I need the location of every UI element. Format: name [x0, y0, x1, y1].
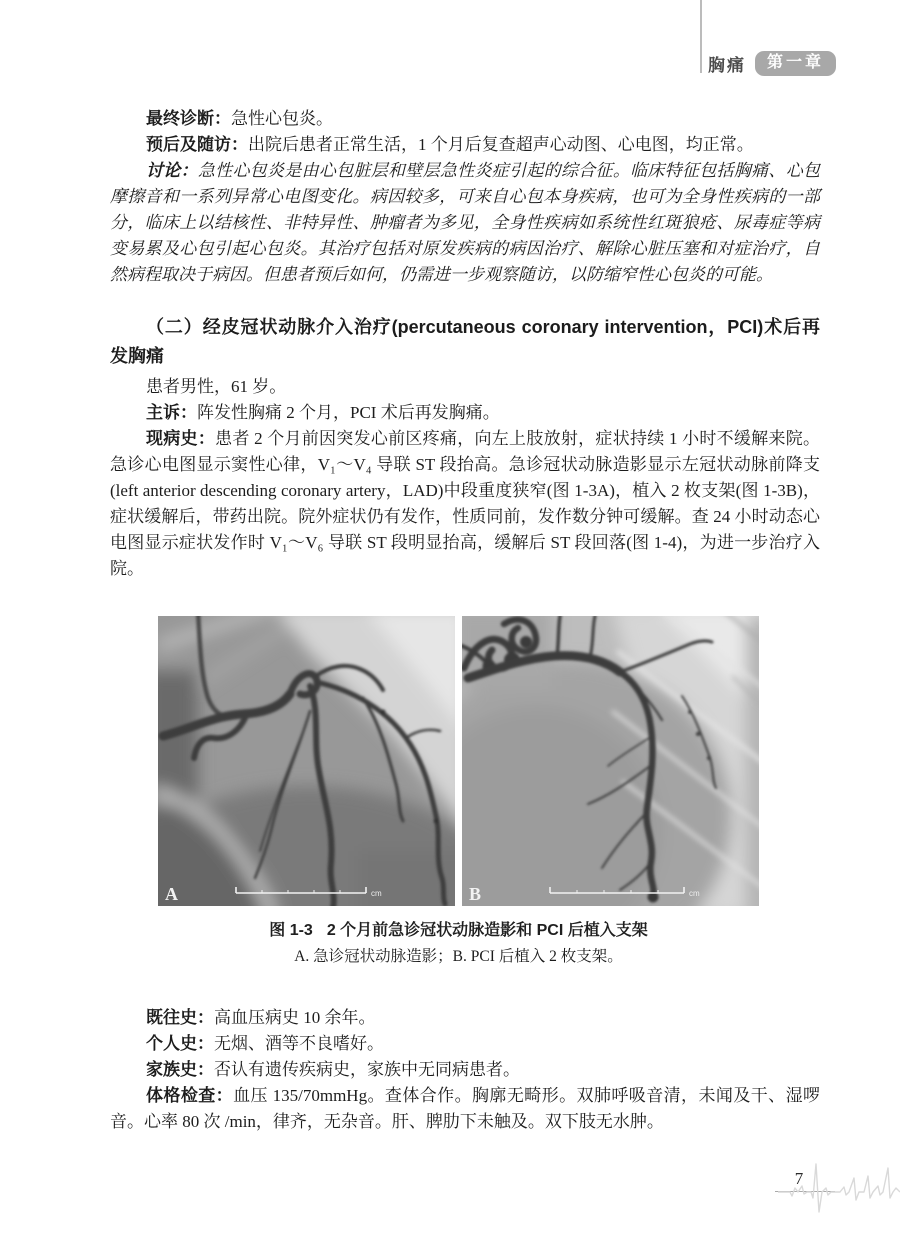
page-header — [708, 51, 836, 76]
final-diagnosis-paragraph — [110, 106, 820, 132]
family-history-text: 否认有遗传疾病史，家族中无同病患者。 — [214, 1060, 520, 1079]
panel-a-label: A — [165, 884, 178, 904]
figure-1-3 — [158, 616, 759, 969]
figure-title: 2 个月前急诊冠状动脉造影和 PCI 后植入支架 — [326, 922, 648, 939]
present-illness-text: 患者 2 个月前因突发心前区疼痛，向左上肢放射，症状持续 1 小时不缓解来院。急诊心电图显示窦性心律，V₁～V₄ 导联 ST 段抬高。急诊冠状动脉造影显示左冠状动脉前降支(left anterior descending coronary artery，LAD)中段重度狭窄(图 1-3A)，植入 2 枚支架(图 1-3B)，症状缓解后，带药出院。院外症状仍有发作，性质同前，发作数分钟可缓解。查 24 小时动态心电图显示症状发作时 V₁～V₆ 导联 ST 段明显抬高，缓解后 ST 段回落(图 1-4)，为进一步治疗入院。 — [110, 429, 821, 578]
header-vertical-rule — [700, 0, 702, 73]
page-number: 7 — [794, 1169, 804, 1188]
present-illness-label: 现病史： — [146, 429, 216, 448]
prognosis-paragraph — [110, 132, 820, 158]
discussion-paragraph — [110, 158, 820, 288]
prognosis-text: 出院后患者正常生活，1 个月后复查超声心动图、心电图，均正常。 — [248, 135, 754, 154]
chief-complaint-label: 主诉： — [146, 403, 197, 422]
section-heading: （二）经皮冠状动脉介入治疗(percutaneous coronary intervention，PCI)术后再发胸痛 — [110, 317, 820, 366]
family-history-paragraph — [110, 1057, 820, 1083]
present-illness-paragraph — [110, 426, 820, 582]
chief-complaint-paragraph — [110, 400, 820, 426]
past-history-label: 既往史： — [146, 1008, 214, 1027]
physical-exam-label: 体格检查： — [146, 1086, 234, 1105]
prognosis-label: 预后及随访： — [146, 135, 248, 154]
panel-b-label: B — [469, 884, 482, 904]
final-diagnosis-text: 急性心包炎。 — [231, 109, 333, 128]
angiogram-panels — [158, 616, 759, 906]
angiogram-image-a — [158, 616, 455, 906]
chief-complaint-text: 阵发性胸痛 2 个月，PCI 术后再发胸痛。 — [197, 403, 500, 422]
figure-number: 图 1-3 — [269, 922, 313, 939]
patient-paragraph: 患者男性，61 岁。 — [146, 377, 287, 396]
discussion-text: 急性心包炎是由心包脏层和壁层急性炎症引起的综合征。临床特征包括胸痛、心包摩擦音和一系列异常心电图变化。病因较多，可来自心包本身疾病，也可为全身性疾病的一部分，临床上以结核性、非特异性、肿瘤者为多见，全身性疾病如系统性红斑狼疮、尿毒症等病变易累及心包引起心包炎。其治疗包括对原发疾病的病因治疗、解除心脏压塞和对症治疗，自然病程取决于病因。但患者预后如何，仍需进一步观察随访，以防缩窄性心包炎的可能。 — [110, 161, 821, 284]
physical-exam-text: 血压 135/70mmHg。查体合作。胸廓无畸形。双肺呼吸音清，未闻及干、湿啰音。心率 80 次 /min，律齐，无杂音。肝、脾肋下未触及。双下肢无水肿。 — [110, 1086, 820, 1131]
past-history-text: 高血压病史 10 余年。 — [214, 1008, 376, 1027]
angiogram-image-b — [462, 616, 759, 906]
final-diagnosis-label: 最终诊断： — [146, 109, 231, 128]
personal-history-text: 无烟、酒等不良嗜好。 — [214, 1034, 384, 1053]
personal-history-paragraph — [110, 1031, 820, 1057]
history-block — [110, 1005, 820, 1135]
running-head-title: 胸痛 — [708, 56, 746, 75]
physical-exam-paragraph — [110, 1083, 820, 1135]
page-content — [110, 106, 820, 1135]
chapter-badge: 第一章 — [755, 51, 836, 76]
past-history-paragraph — [110, 1005, 820, 1031]
figure-caption — [158, 918, 759, 944]
discussion-label: 讨论： — [146, 161, 198, 180]
scale-unit-a: cm — [371, 889, 382, 898]
family-history-label: 家族史： — [146, 1060, 214, 1079]
figure-subcaption: A. 急诊冠状动脉造影；B. PCI 后植入 2 枚支架。 — [294, 948, 623, 965]
scale-unit-b: cm — [689, 889, 700, 898]
personal-history-label: 个人史： — [146, 1034, 214, 1053]
ecg-waveform-icon — [778, 1148, 900, 1240]
